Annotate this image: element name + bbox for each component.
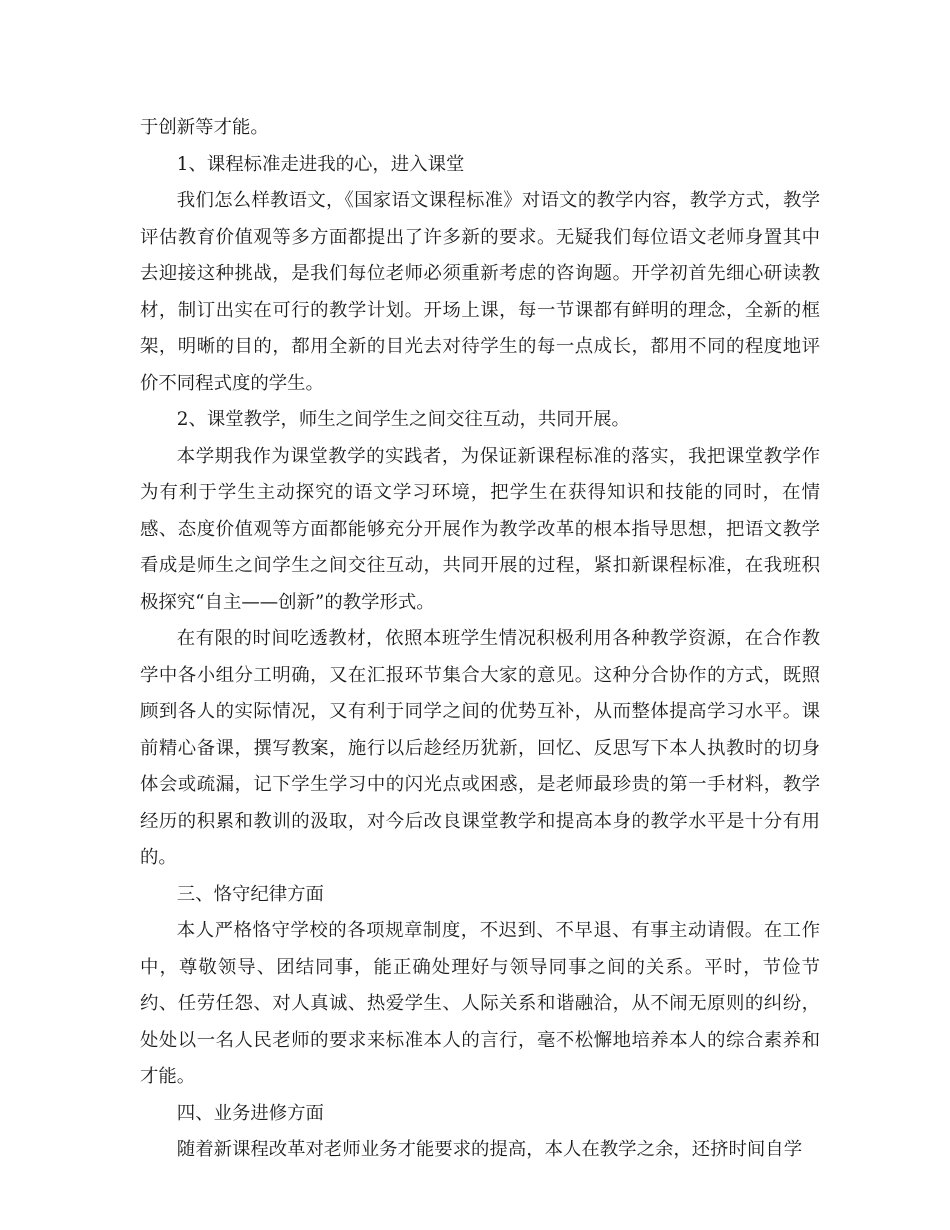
paragraph-body: 在有限的时间吃透教材，依照本班学生情况积极利用各种教学资源，在合作教学中各小组分工明确，又在汇报环节集合大家的意见。这种分合协作的方式，既照顾到各人的实际情况，又有利于同学之间的优势互补，从而整体提高学习水平。课前精心备课，撰写教案，施行以后趁经历犹新，回忆、反思写下本人执教时的切身体会或疏漏，记下学生学习中的闪光点或困惑，是老师最珍贵的第一手材料，教学经历的积累和教训的汲取，对今后改良课堂教学和提高本身的教学水平是十分有用的。 (140, 628, 820, 868)
document-body (140, 110, 820, 1169)
paragraph-body: 本学期我作为课堂教学的实践者，为保证新课程标准的落实，我把课堂教学作为有利于学生主动探究的语文学习环境，把学生在获得知识和技能的同时，在情感、态度价值观等方面都能够充分开展作为教学改革的根本指导思想，把语文教学看成是师生之间学生之间交往互动，共同开展的过程，紧扣新课程标准，在我班积极探究“自主——创新”的教学形式。 (140, 445, 820, 613)
paragraph-body: 我们怎么样教语文，《国家语文课程标准》对语文的教学内容，教学方式，教学评估教育价值观等多方面都提出了许多新的要求。无疑我们每位语文老师身置其中去迎接这种挑战，是我们每位老师必须重新考虑的咨询题。开学初首先细心研读教材，制订出实在可行的教学计划。开场上课，每一节课都有鲜明的理念，全新的框架，明晰的目的，都用全新的目光去对待学生的每一点成长，都用不同的程度地评价不同程式度的学生。 (140, 190, 820, 394)
paragraph-continuation: 于创新等才能。 (140, 117, 269, 138)
paragraph-body: 本人严格恪守学校的各项规章制度，不迟到、不早退、有事主动请假。在工作中，尊敬领导、团结同事，能正确处理好与领导同事之间的关系。平时，节俭节约、任劳任怨、对人真诚、热爱学生、人际关系和谐融洽，从不闹无原则的纠纷，处处以一名人民老师的要求来标准本人的言行，毫不松懈地培养本人的综合素养和才能。 (140, 920, 820, 1087)
paragraph-body: 随着新课程改革对老师业务才能要求的提高，本人在教学之余，还挤时间自学 (176, 1139, 803, 1160)
section-heading-1: 1、课程标准走进我的心，进入课堂 (176, 153, 465, 175)
section-heading-discipline: 三、恪守纪律方面 (176, 883, 324, 905)
section-heading-2: 2、课堂教学，师生之间学生之间交往互动，共同开展。 (176, 409, 630, 430)
section-heading-professional-development: 四、业务进修方面 (176, 1102, 324, 1124)
